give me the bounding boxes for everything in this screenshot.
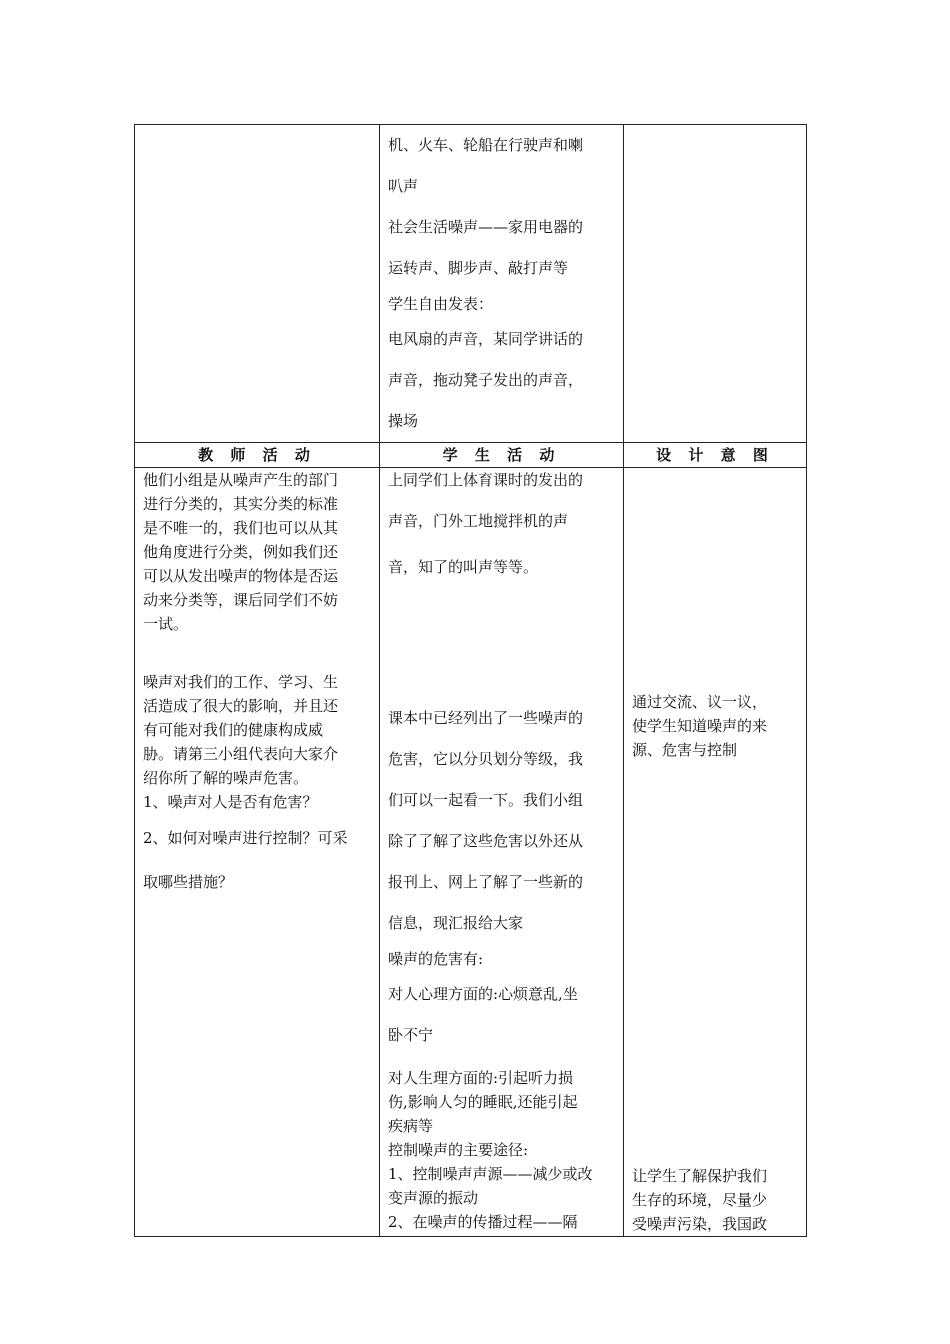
spacer	[632, 468, 800, 690]
student-block	[388, 1066, 617, 1234]
text-line: 一试。	[143, 615, 189, 633]
text-line: 动来分类等，课后同学们不妨	[143, 591, 339, 609]
student-block	[388, 698, 617, 944]
spacer	[388, 584, 617, 698]
text-line: 进行分类的，其实分类的标准	[143, 495, 339, 513]
text-line: 音，知了的叫声等等。	[388, 558, 539, 576]
table-row-top	[135, 125, 807, 443]
text-line: 对人心理方面的:心烦意乱,坐	[388, 985, 578, 1003]
text-line: 社会生活噪声——家用电器的	[388, 218, 584, 236]
text-line: 他角度进行分类，例如我们还	[143, 543, 339, 561]
text-line: 有可能对我们的健康构成威	[143, 721, 324, 739]
text-line: 控制噪声的主要途径:	[388, 1141, 529, 1159]
text-line: 是不唯一的，我们也可以从其	[143, 519, 339, 537]
text-line: 运转声、脚步声、敲打声等	[388, 259, 569, 277]
student-text-top	[380, 125, 623, 442]
student-cell-main	[380, 468, 624, 1237]
text-line: 除了了解了这些危害以外还从	[388, 832, 584, 850]
lesson-plan-table	[134, 124, 807, 1237]
text-line: 让学生了解保护我们	[632, 1167, 768, 1185]
text-line: 1、噪声对人是否有危害？	[143, 793, 318, 811]
text-line: 机、火车、轮船在行驶声和喇	[388, 136, 584, 154]
text-line: 信息，现汇报给大家	[388, 914, 524, 932]
student-cell-top	[380, 125, 624, 443]
text-line: 们可以一起看一下。我们小组	[388, 791, 584, 809]
student-text-main	[380, 468, 623, 1234]
text-line: 噪声对我们的工作、学习、生	[143, 673, 339, 691]
student-block	[388, 468, 617, 584]
text-line: 通过交流、议一议，	[632, 693, 768, 711]
text-line: 操场	[388, 412, 419, 430]
text-line: 叭声	[388, 177, 419, 195]
header-design-intent: 设 计 意 图	[624, 443, 807, 468]
text-line: 他们小组是从噪声产生的部门	[143, 471, 339, 489]
teacher-cell-top	[135, 125, 380, 443]
text-line: 疾病等	[388, 1117, 434, 1135]
text-line: 胁。请第三小组代表向大家介	[143, 745, 339, 763]
text-line: 变声源的振动	[388, 1189, 479, 1207]
table-row-main	[135, 468, 807, 1237]
table-header-row	[135, 443, 807, 468]
text-line: 学生自由发表：	[388, 295, 494, 313]
text-line: 取哪些措施？	[143, 873, 234, 891]
design-cell-top	[624, 125, 807, 443]
text-line: 绍你所了解的噪声危害。	[143, 769, 309, 787]
text-line: 声音，门外工地搅拌机的声	[388, 512, 569, 530]
text-line: 电风扇的声音，某同学讲话的	[388, 330, 584, 348]
text-line: 活造成了很大的影响，并且还	[143, 697, 339, 715]
text-line: 对人生理方面的:引起听力损	[388, 1069, 574, 1087]
text-line: 课本中已经列出了一些噪声的	[388, 709, 584, 727]
text-line: 危害，它以分贝划分等级，我	[388, 750, 584, 768]
design-cell-main	[624, 468, 807, 1237]
header-teacher-activity: 教 师 活 动	[135, 443, 380, 468]
text-line: 可以从发出噪声的物体是否运	[143, 567, 339, 585]
text-line: 使学生知道噪声的来	[632, 717, 768, 735]
text-line: 报刊上、网上了解了一些新的	[388, 873, 584, 891]
text-line: 生存的环境，尽量少	[632, 1191, 768, 1209]
text-line: 1、控制噪声声源——减少或改	[388, 1165, 593, 1183]
text-line: 2、在噪声的传播过程——隔	[388, 1213, 578, 1231]
text-line: 声音，拖动凳子发出的声音，	[388, 371, 584, 389]
text-line: 受噪声污染，我国政	[632, 1215, 768, 1233]
header-student-activity: 学 生 活 动	[380, 443, 624, 468]
text-line: 噪声的危害有:	[388, 950, 484, 968]
text-line: 源、危害与控制	[632, 741, 738, 759]
text-line: 卧不宁	[388, 1026, 434, 1044]
spacer	[143, 636, 373, 670]
text-line: 2、如何对噪声进行控制？可采	[143, 829, 348, 847]
spacer	[632, 762, 800, 1164]
text-line: 伤,影响人匀的睡眠,还能引起	[388, 1093, 578, 1111]
student-block	[388, 944, 617, 1056]
design-text-main	[624, 468, 806, 1236]
teacher-text-main	[135, 468, 379, 902]
teacher-cell-main	[135, 468, 380, 1237]
text-line: 上同学们上体育课时的发出的	[388, 471, 584, 489]
